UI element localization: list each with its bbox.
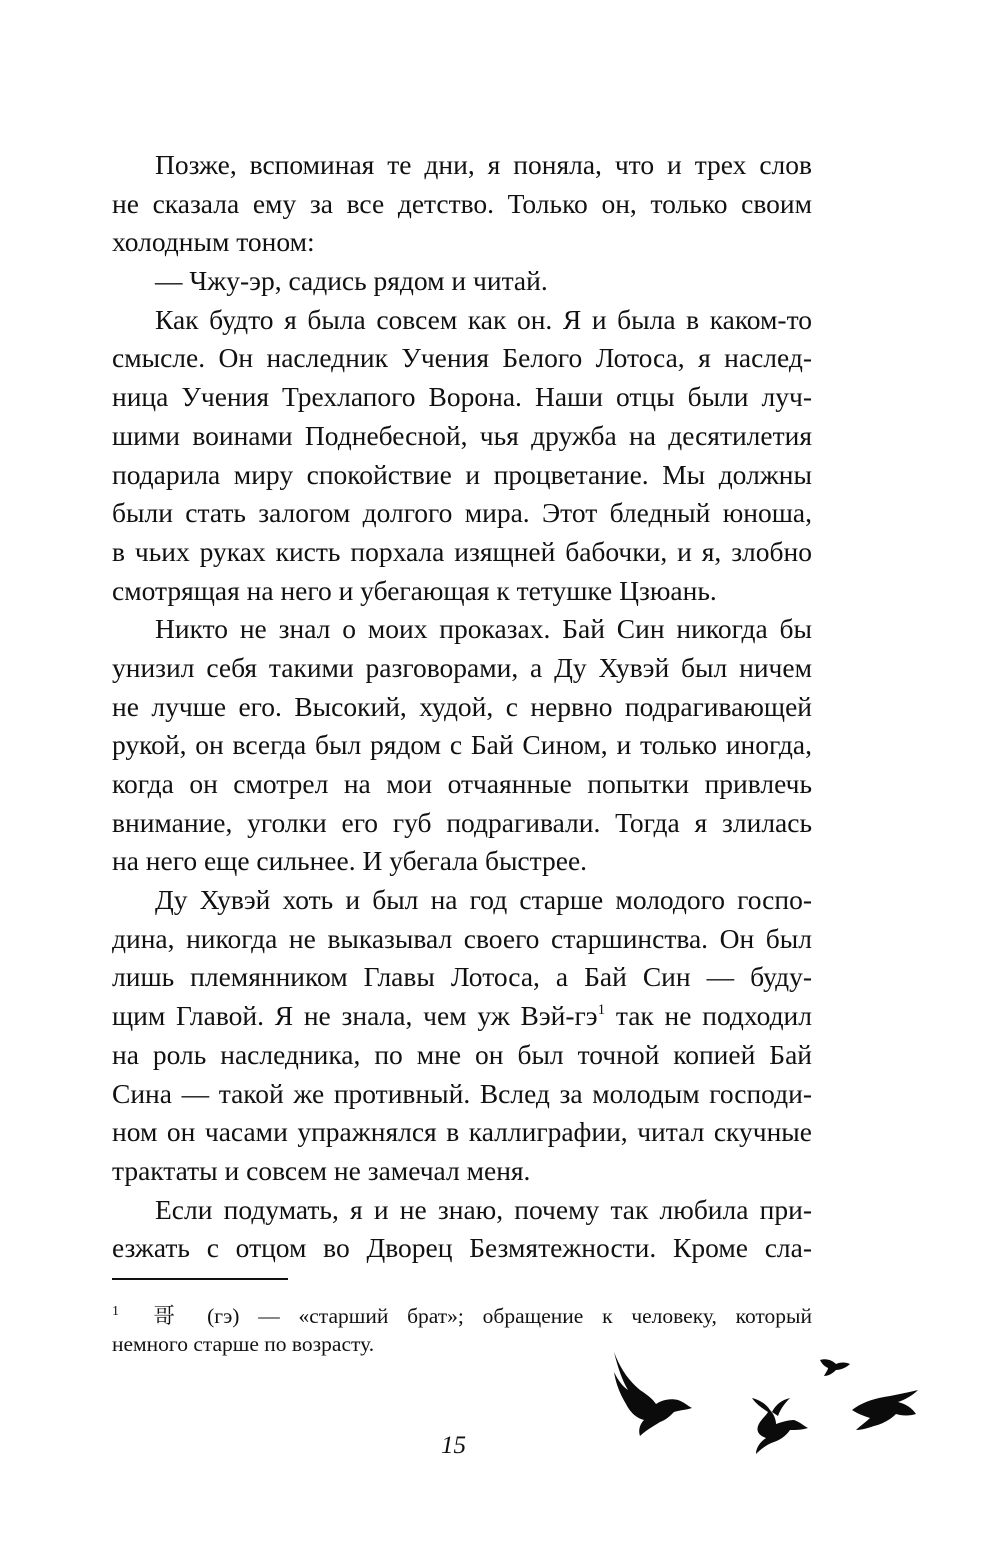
text-line: в чьих руках кисть порхала изящней бабочки, и я, злобно xyxy=(112,535,812,567)
text-line: лишь племянником Главы Лотоса, а Бай Син — буду- xyxy=(112,961,812,993)
text-line: Если подумать, я и не знаю, почему так любила при- xyxy=(155,1193,812,1225)
text-line: езжать с отцом во Дворец Безмятежности. Кроме сла- xyxy=(112,1232,812,1264)
text-line: Никто не знал о моих проказах. Бай Син никогда бы xyxy=(155,613,812,645)
text-line: ница Учения Трехлапого Ворона. Наши отцы были луч- xyxy=(112,381,812,413)
footnote-number: 1 xyxy=(112,1304,119,1319)
crow-silhouette xyxy=(820,1359,850,1376)
footnote-text: 哥 (гэ) — «старший брат»; обращение к человеку, который xyxy=(140,1304,812,1328)
footnote-line xyxy=(112,1296,812,1328)
text-line: Как будто я была совсем как он. Я и была в каком-то xyxy=(155,303,812,335)
text-line: на него еще сильнее. И убегала быстрее. xyxy=(112,845,588,877)
text-line: Ду Хувэй хоть и был на год старше молодого госпо- xyxy=(155,884,812,916)
crow-silhouette xyxy=(614,1352,692,1436)
footnote-divider xyxy=(112,1278,288,1280)
text-line: подарила миру спокойствие и процветание. Мы должны xyxy=(112,458,812,490)
text-line: на роль наследника, по мне он был точной копией Бай xyxy=(112,1038,812,1070)
text-line xyxy=(112,997,812,1036)
text-line: внимание, уголки его губ подрагивали. Тогда я злилась xyxy=(112,806,812,838)
flying-crows-icon xyxy=(600,1350,950,1480)
text-line: не сказала ему за все детство. Только он, только своим xyxy=(112,187,812,219)
text-line: не лучше его. Высокий, худой, с нервно подрагивающей xyxy=(112,690,812,722)
text-line: Сина — такой же противный. Вслед за молодым господи- xyxy=(112,1077,812,1109)
footnote-line: немного старше по возрасту. xyxy=(112,1332,375,1356)
text-line: унизил себя такими разговорами, а Ду Хувэй был ничем xyxy=(112,651,812,683)
text-line: смысле. Он наследник Учения Белого Лотоса, я наслед- xyxy=(112,342,812,374)
text-line: были стать залогом долгого мира. Этот бледный юноша, xyxy=(112,497,812,529)
text-segment: так не подходил xyxy=(605,1000,812,1032)
text-line: холодным тоном: xyxy=(112,226,315,258)
text-segment: щим Главой. Я не знала, чем уж Вэй-гэ xyxy=(112,1000,598,1032)
text-line: рукой, он всегда был рядом с Бай Сином, и только иногда, xyxy=(112,729,812,761)
text-line: Позже, вспоминая те дни, я поняла, что и трех слов xyxy=(155,149,812,180)
text-line: дина, никогда не выказывал своего старшинства. Он был xyxy=(112,922,812,954)
crow-silhouette xyxy=(772,1398,790,1416)
page-number: 15 xyxy=(441,1432,466,1459)
dialogue-line: — Чжу-эр, садись рядом и читай. xyxy=(155,265,548,297)
text-line: шими воинами Поднебесной, чья дружба на десятилетия xyxy=(112,419,812,451)
text-line: смотрящая на него и убегающая к тетушке Цзюань. xyxy=(112,574,717,606)
text-line: трактаты и совсем не замечал меня. xyxy=(112,1154,531,1186)
text-line: когда он смотрел на мои отчаянные попытки привлечь xyxy=(112,768,812,799)
text-line: ном он часами упражнялся в каллиграфии, читал скучные xyxy=(112,1116,812,1148)
crow-silhouette xyxy=(852,1390,918,1430)
footnote-reference[interactable]: 1 xyxy=(597,1002,606,1019)
body-text xyxy=(112,146,812,1268)
